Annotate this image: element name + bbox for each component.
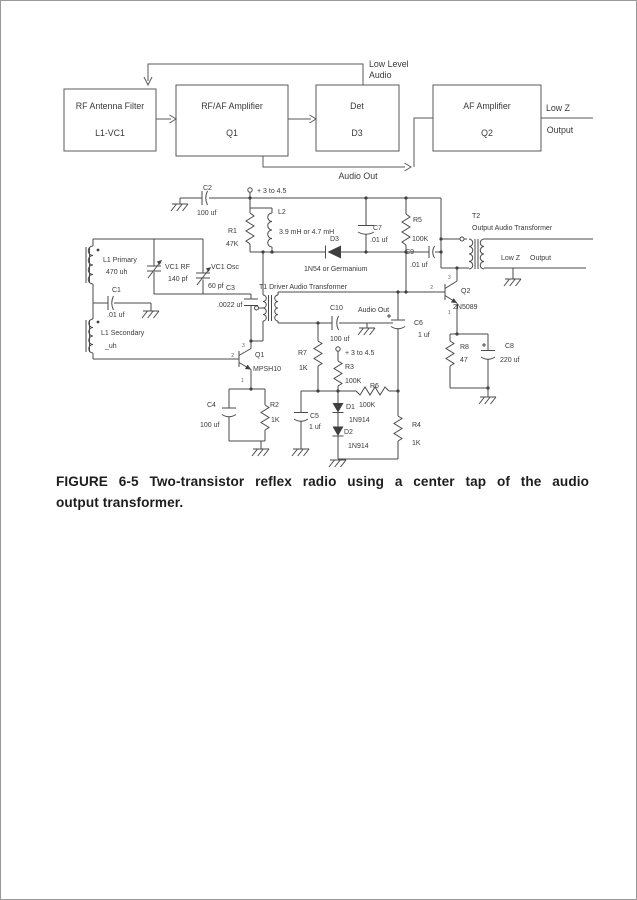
block-diagram-wires [144,64,593,171]
resistor-r8 [446,341,454,366]
r2-value: 1K [271,417,280,424]
r5-ref: R5 [413,217,422,224]
q1-pin-emitter: 1 [241,378,244,384]
c2-ref: C2 [203,185,212,192]
t2-ref: T2 [472,213,481,220]
power-terminal-mid [336,347,340,351]
supply-mid-label: + 3 to 4.5 [345,350,375,357]
r5-value: 100K [412,236,429,243]
resistor-r7 [314,341,322,366]
c10-ref: C10 [330,305,343,312]
inductor-l1-secondary [89,319,100,353]
ground-icon [252,449,269,456]
capacitor-c2 [202,191,208,205]
ground-icon [292,449,309,456]
d3-value: 1N54 or Germanium [304,266,368,273]
r7-value: 1K [299,365,308,372]
c5-ref: C5 [310,413,319,420]
block4-sub: Q2 [481,128,493,138]
block-det [316,85,399,151]
inductor-l2 [268,213,272,247]
ground-icon [329,460,346,467]
r1-ref: R1 [228,228,237,235]
l2-value: 3.9 mH or 4.7 mH [279,229,335,236]
block2-sub: Q1 [226,128,238,138]
c1-ref: C1 [112,287,121,294]
d2-value: 1N914 [348,443,369,450]
ground-icon [142,311,159,318]
c2-value: 100 uf [197,210,217,217]
transistor-q1 [239,349,251,370]
audio-out-line [263,156,405,167]
block-diagram [64,59,593,181]
block3-title: Det [350,101,364,111]
resistor-r3 [334,361,342,386]
block-rf-af-amplifier [176,85,288,156]
diode-d3 [326,246,342,259]
ground-icon [504,279,521,286]
q2-value: 2N5089 [453,304,478,311]
q1-pin-base: 2 [231,353,234,359]
l1-primary-ref: L1 Primary [103,257,137,264]
resistor-r1 [246,213,254,244]
q1-pin-collector: 3 [242,343,245,349]
low-level-audio-label: Low Level [369,59,409,69]
transformer-t1 [255,295,279,321]
q1-ref: Q1 [255,352,265,359]
block1-title: RF Antenna Filter [75,101,145,111]
ground-icon [358,328,375,335]
schematic-wires [86,192,593,459]
r3-ref: R3 [345,364,354,371]
output-label-schematic: Output [530,255,552,262]
block3-sub: D3 [351,128,363,138]
q2-ref: Q2 [461,288,471,295]
supply-top-label: + 3 to 4.5 [257,188,287,195]
l1-primary-value: 470 uh [106,269,128,276]
ground-icon [171,204,188,211]
audio-out-arrow-icon [405,163,412,171]
ground-icon [479,397,496,404]
feedback-line [148,64,363,85]
c3-ref: C3 [226,285,235,292]
low-z-label: Low Z [546,103,570,113]
q2-pin-collector: 3 [448,275,451,281]
d2-ref: D2 [344,429,353,436]
vc1-rf-value: 140 pf [168,276,188,283]
diode-d1 [333,403,344,413]
figure-caption [56,471,589,513]
c7-value: .01 uf [370,237,388,244]
figure-drawing [1,1,636,469]
figure-caption-line1: FIGURE 6-5 Two-transistor reflex radio using a center tap of the audio [56,474,589,489]
r8-value: 47 [460,357,468,364]
c6-value: 1 uf [418,332,430,339]
q1-value: MPSH10 [253,366,282,373]
c3-value: .0022 uf [217,302,243,309]
r6-value: 100K [359,402,376,409]
l2-ref: L2 [278,209,286,216]
l1-secondary-ref: L1 Secondary [101,330,145,337]
q2-pin-emitter: 1 [448,310,451,316]
diode-d2 [333,427,344,437]
r4-value: 1K [412,440,421,447]
low-level-audio-label2: Audio [369,70,392,80]
block-af-amplifier [433,85,541,151]
r3-value: 100K [345,378,362,385]
c9-value: .01 uf [410,262,428,269]
r6-ref: R6 [370,383,379,390]
t2-name: Output Audio Transformer [472,225,553,232]
audio-out-label-schematic: Audio Out [358,307,390,314]
c7-ref: C7 [373,225,382,232]
figure-caption-line2: output transformer. [56,495,184,510]
vc1-osc-value: 60 pf [208,283,224,290]
block1-sub: L1-VC1 [95,128,125,138]
c4-ref: C4 [207,402,216,409]
resistor-r4 [394,416,402,441]
c4-value: 100 uf [200,422,220,429]
vc1-osc-ref: VC1 Osc [211,264,240,271]
block4-title: AF Amplifier [463,101,511,111]
capacitor-c7 [358,226,374,235]
transformer-t2 [460,237,484,269]
capacitor-c3 [244,299,258,306]
r4-ref: R4 [412,422,421,429]
power-terminal-top [248,188,252,192]
capacitor-c10 [332,316,339,330]
t1-name: T1 Driver Audio Transformer [259,284,347,291]
q2-pin-base: 2 [430,285,433,291]
block2-title: RF/AF Amplifier [201,101,263,111]
capacitor-c6 [387,314,405,329]
r8-ref: R8 [460,344,469,351]
low-z-label-schematic: Low Z [501,255,521,262]
d1-value: 1N914 [349,417,370,424]
audio-out-label: Audio Out [338,171,378,181]
capacitor-c9 [429,246,435,258]
block-rf-antenna-filter [64,89,156,151]
schematic [86,185,593,467]
capacitor-c4 [222,408,236,417]
r2-ref: R2 [270,402,279,409]
c10-value: 100 uf [330,336,350,343]
d3-ref: D3 [330,236,339,243]
c1-value: .01 uf [107,312,125,319]
r7-ref: R7 [298,350,307,357]
c6-ref: C6 [414,320,423,327]
output-label: Output [546,125,574,135]
resistor-r5 [402,214,410,245]
capacitor-c1 [108,296,114,310]
vc1-rf-ref: VC1 RF [165,264,190,271]
c9-ref: C9 [405,249,414,256]
resistor-r2 [261,405,269,430]
l1-secondary-value: _uh [105,343,117,350]
d1-ref: D1 [346,404,355,411]
c8-ref: C8 [505,343,514,350]
transistor-q2 [445,281,457,303]
c5-value: 1 uf [309,424,321,431]
c8-value: 220 uf [500,357,520,364]
capacitor-c5 [294,413,308,422]
r1-value: 47K [226,241,239,248]
